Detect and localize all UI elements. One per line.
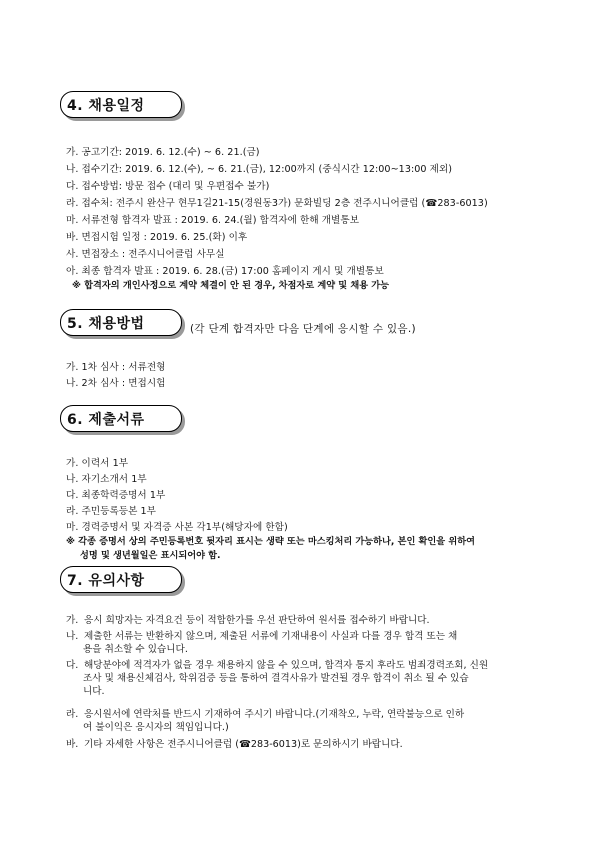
notice-item xyxy=(66,630,536,656)
document-note: ※ 각종 증명서 상의 주민등록번호 뒷자리 표시는 생략 또는 마스킹처리 가능하나, 본인 확인을 위하여 xyxy=(66,536,476,547)
document-item: 마. 경력증명서 및 자격증 사본 각1부(해당자에 한함) xyxy=(66,522,288,533)
notice-text: 니다. xyxy=(83,686,105,698)
document-item: 다. 최종학력증명서 1부 xyxy=(66,490,166,501)
document-note: 성명 및 생년월일은 표시되어야 함. xyxy=(80,550,221,561)
schedule-item: 바. 면접시험 일정 : 2019. 6. 25.(화) 이후 xyxy=(66,232,248,243)
section-7-title: 7. 유의사항 xyxy=(67,573,145,589)
section-5-title: 5. 채용방법 xyxy=(67,316,145,332)
notice-text: 응시 희망자는 자격요건 등이 적합한가를 우선 판단하여 원서를 접수하기 바랍니다. xyxy=(84,615,430,626)
section-5-heading-note: (각 단계 합격자만 다음 단계에 응시할 수 있음.) xyxy=(190,323,416,335)
notice-mark: 가. xyxy=(66,615,79,626)
method-item: 나. 2차 심사 : 면접시험 xyxy=(66,378,166,389)
notice-text: 조사 및 채용신체검사, 학위검증 등을 통하여 결격사유가 발견될 경우 합격이 취소 될 수 있습 xyxy=(83,673,469,685)
schedule-item: 사. 면접장소 : 전주시니어클럽 사무실 xyxy=(66,249,225,260)
document-item: 가. 이력서 1부 xyxy=(66,458,129,469)
notice-text: 해당분야에 적격자가 없을 경우 채용하지 않을 수 있으며, 합격자 통지 후라도 범죄경력조회, 신원 xyxy=(84,660,489,671)
notice-mark: 나. xyxy=(66,631,79,642)
notice-text: 용을 취소할 수 있습니다. xyxy=(83,644,188,656)
notice-mark: 다. xyxy=(66,660,79,671)
schedule-note: ※ 합격자의 개인사정으로 계약 체결이 안 된 경우, 차점자로 계약 및 채용 가능 xyxy=(72,280,390,291)
section-4-title: 4. 채용일정 xyxy=(67,98,145,114)
section-4-heading xyxy=(60,91,182,118)
section-6-heading xyxy=(60,405,182,432)
notice-mark: 라. xyxy=(66,709,79,720)
section-5-heading xyxy=(60,309,182,336)
notice-text: 여 불이익은 응시자의 책임입니다.) xyxy=(83,722,229,734)
schedule-item: 다. 접수방법: 방문 접수 (대리 및 우편접수 불가) xyxy=(66,181,270,192)
section-7-heading xyxy=(60,566,182,593)
notice-text: 응시원서에 연락처를 반드시 기재하여 주시기 바랍니다.(기재착오, 누락, 연락불능으로 인하 xyxy=(84,709,465,720)
notice-text: 기타 자세한 사항은 전주시니어클럽 (☎283-6013)로 문의하시기 바랍니다. xyxy=(84,739,403,750)
notice-mark: 바. xyxy=(66,739,79,750)
document-item: 나. 자기소개서 1부 xyxy=(66,474,147,485)
notice-item xyxy=(66,614,536,627)
schedule-item: 나. 접수기간: 2019. 6. 12.(수), ~ 6. 21.(금), 12:00까지 (중식시간 12:00~13:00 제외) xyxy=(66,164,453,175)
schedule-item: 라. 접수처: 전주시 완산구 현무1길21-15(경원동3가) 문화빌딩 2층 전주시니어클럽 (☎283-6013) xyxy=(66,198,488,209)
notice-text: 제출한 서류는 반환하지 않으며, 제출된 서류에 기재내용이 사실과 다를 경우 합격 또는 채 xyxy=(84,631,458,642)
method-item: 가. 1차 심사 : 서류전형 xyxy=(66,362,166,373)
notice-item xyxy=(66,659,536,699)
notice-item xyxy=(66,708,536,734)
schedule-item: 마. 서류전형 합격자 발표 : 2019. 6. 24.(월) 합격자에 한해 개별통보 xyxy=(66,215,360,226)
schedule-item: 아. 최종 합격자 발표 : 2019. 6. 28.(금) 17:00 홈페이지 게시 및 개별통보 xyxy=(66,266,384,277)
document-item: 라. 주민등록등본 1부 xyxy=(66,506,156,517)
notice-item xyxy=(66,738,536,751)
schedule-item: 가. 공고기간: 2019. 6. 12.(수) ~ 6. 21.(금) xyxy=(66,147,260,158)
section-6-title: 6. 제출서류 xyxy=(67,412,145,428)
